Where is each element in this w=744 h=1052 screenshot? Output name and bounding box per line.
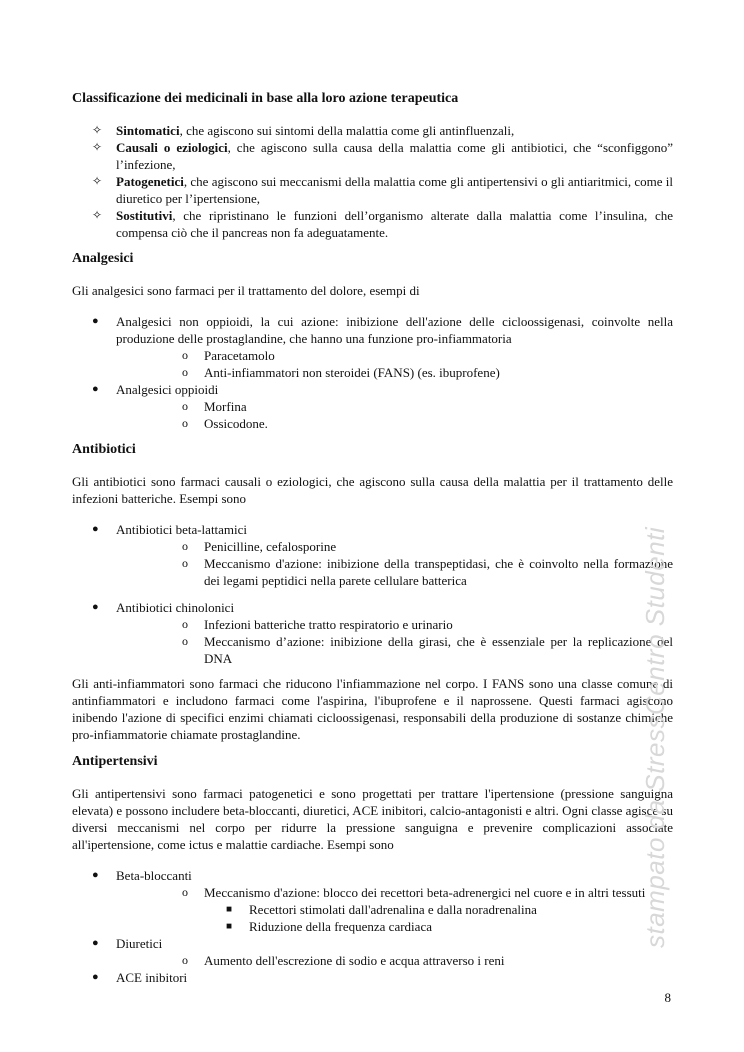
sub-sub-list-item: ■ Riduzione della frequenza cardiaca [226,919,432,934]
square-bullet-icon: ■ [226,904,233,915]
diamond-bullet-icon: ✧ [92,208,103,222]
sub-list [116,616,673,667]
section-heading-antipertensivi: Antipertensivi [72,754,158,769]
sub-list-item: o Paracetamolo [182,348,275,363]
list-item: ● Analgesici non oppioidi, la cui azione: inibizione dell'azione delle cicloossigenasi, coinvolte nella produzione delle prostaglandine, che hanno una funzione pro-infiammatoria o Paracetamolo o Anti-infiammatori non steroidei (FANS) (es. ibuprofene) [92,314,673,380]
sub-list [116,538,673,589]
list-item: ● ACE inibitori [92,970,188,985]
disc-bullet-icon: ● [92,937,99,949]
section-heading-antibiotici: Antibiotici [72,442,136,457]
list-item: ✧ Causali o eziologici, che agiscono sulla causa della malattia come gli antibiotici, che “sconfiggono” l’infezione, [92,140,673,172]
sub-sub-list [116,901,673,935]
sub-list [116,952,673,969]
circle-bullet-icon: o [182,556,188,570]
list-item: ✧ Sostitutivi, che ripristinano le funzioni dell’organismo alterate dalla malattia come l’insulina, che compensa ciò che il pancreas non fa adeguatamente. [92,208,673,240]
sub-list-item: o Meccanismo d’azione: inibizione della girasi, che è essenziale per la replicazione del DNA [182,634,673,666]
sub-list-item: o Meccanismo d'azione: blocco dei recettori beta-adrenergici nel cuore e in altri tessuti ■ Recettori stimolati dall'adrenalina e dalla noradrenalina ■ Riduzione della frequenza cardiaca [116,884,673,935]
disc-bullet-icon: ● [92,523,99,535]
disc-bullet-icon: ● [92,315,99,327]
sub-list [116,347,673,381]
circle-bullet-icon: o [182,365,188,379]
watermark: stampato da StressCentro Studenti [640,526,670,948]
list-item: ● Antibiotici chinolonici o Infezioni batteriche tratto respiratorio e urinario o Meccanismo d’azione: inibizione della girasi, che è essenziale per la replicazione del DNA [92,600,673,666]
page-number: 8 [664,990,671,1005]
sub-list [116,398,673,432]
sub-list-item: o Ossicodone. [182,416,268,431]
list-item: ● Analgesici oppioidi o Morfina o Ossicodone. [72,381,673,432]
page-title: Classificazione dei medicinali in base alla loro azione terapeutica [72,91,459,106]
disc-bullet-icon: ● [92,383,99,395]
circle-bullet-icon: o [182,885,188,899]
list-item: ● Beta-bloccanti o Meccanismo d'azione: blocco dei recettori beta-adrenergici nel cuore e in altri tessuti ■ Recettori stimolati dall'adrenalina e dalla noradrenalina ■ Riduzione della frequenza cardiaca [72,867,673,935]
fans-paragraph: Gli anti-infiammatori sono farmaci che riducono l'infiammazione nel corpo. I FANS sono una classe comune di antinfiammatori e includono farmaci come l'aspirina, l'ibuprofene e il naprossene. Questi farmaci agiscono inibendo l'azione di specifici enzimi chiamati cicloossigenasi, responsabili della produzione di sostanze chimiche pro-infiammatorie chiamate prostaglandine. [72,676,673,742]
list-item: ✧ Sintomatici, che agiscono sui sintomi della malattia come gli antinfluenzali, [92,123,515,138]
sub-list-item: o Penicilline, cefalosporine [182,539,337,554]
antipertensivi-intro: Gli antipertensivi sono farmaci patogenetici e sono progettati per trattare l'ipertensione (pressione sanguigna elevata) e possono includere beta-bloccanti, diuretici, ACE inibitori, calcio-antagonisti e altri. Ogni classe agisce su diversi meccanismi nel corpo per ridurre la pressione sanguigna e prevenire complicazioni associate all'ipertensione, come ictus e malattie cardiache. Esempi sono [72,786,673,852]
circle-bullet-icon: o [182,634,188,648]
list-item: ● Diuretici o Aumento dell'escrezione di sodio e acqua attraverso i reni [72,935,673,969]
list-item: ● Antibiotici beta-lattamici o Penicilline, cefalosporine o Meccanismo d'azione: inibizione della transpeptidasi, che è coinvolto nella formazione dei legami peptidici nella parete cellulare batterica [92,522,673,588]
disc-bullet-icon: ● [92,971,99,983]
analgesici-intro: Gli analgesici sono farmaci per il trattamento del dolore, esempi di [72,283,420,298]
diamond-bullet-icon: ✧ [92,123,103,137]
circle-bullet-icon: o [182,348,188,362]
circle-bullet-icon: o [182,416,188,430]
sub-list [116,884,673,935]
antipertensivi-list [72,867,673,986]
sub-sub-list-item: ■ Recettori stimolati dall'adrenalina e dalla noradrenalina [226,902,537,917]
diamond-bullet-icon: ✧ [92,174,103,188]
square-bullet-icon: ■ [226,921,233,932]
circle-bullet-icon: o [182,399,188,413]
antibiotici-list [72,521,673,667]
circle-bullet-icon: o [182,539,188,553]
sub-list-item: o Aumento dell'escrezione di sodio e acqua attraverso i reni [182,953,505,968]
diamond-bullet-icon: ✧ [92,140,103,154]
sub-list-item: o Morfina [182,399,247,414]
antibiotici-intro: Gli antibiotici sono farmaci causali o eziologici, che agiscono sulla causa della malattia per il trattamento delle infezioni batteriche. Esempi sono [72,474,673,506]
sub-list-item: o Anti-infiammatori non steroidei (FANS) (es. ibuprofene) [182,365,500,380]
disc-bullet-icon: ● [92,601,99,613]
disc-bullet-icon: ● [92,869,99,881]
analgesici-list [72,313,673,432]
sub-list-item: o Meccanismo d'azione: inibizione della transpeptidasi, che è coinvolto nella formazione dei legami peptidici nella parete cellulare batterica [182,556,673,588]
circle-bullet-icon: o [182,617,188,631]
sub-list-item: o Infezioni batteriche tratto respiratorio e urinario [182,617,453,632]
section-heading-analgesici: Analgesici [72,251,134,266]
classification-list [72,122,673,241]
circle-bullet-icon: o [182,953,188,967]
list-item: ✧ Patogenetici, che agiscono sui meccanismi della malattia come gli antipertensivi o gli antiaritmici, come il diuretico per l’ipertensione, [92,174,673,206]
document-page [72,84,673,986]
